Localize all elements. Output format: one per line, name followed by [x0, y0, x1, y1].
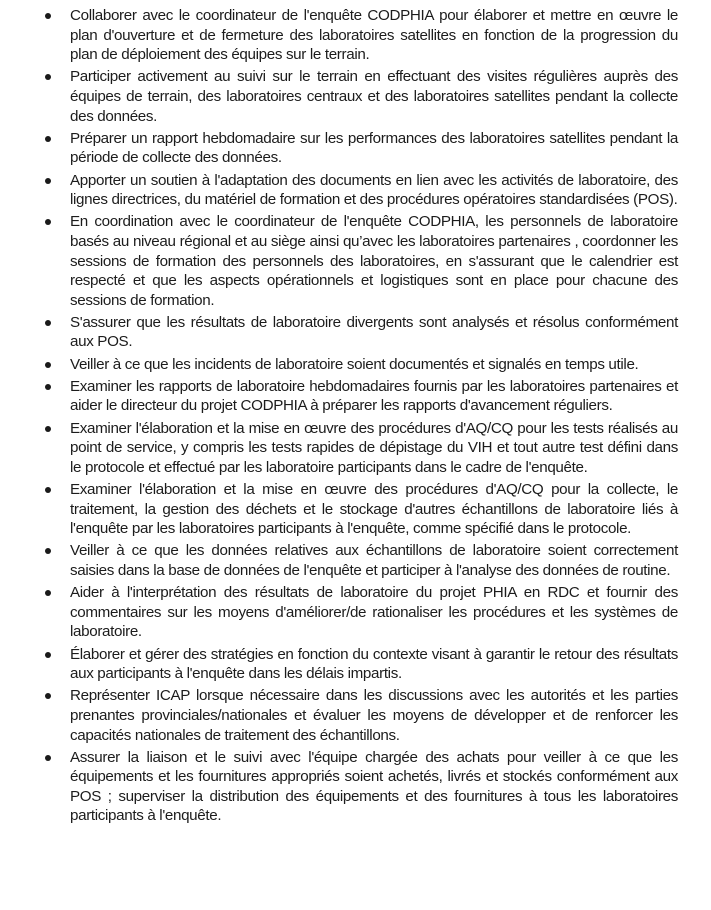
bullet-icon	[45, 755, 51, 761]
list-item	[0, 67, 711, 126]
bullet-icon	[45, 320, 51, 326]
list-item	[0, 313, 711, 352]
list-item-text: Préparer un rapport hebdomadaire sur les performances des laboratoires satellites pendant la période de collecte des données.	[70, 129, 678, 167]
bullet-icon	[45, 219, 51, 225]
list-item-text: Apporter un soutien à l'adaptation des documents en lien avec les activités de laboratoire, des lignes directrices, du matériel de formation et des procédures opératoires standardisées (POS).	[70, 171, 678, 209]
list-item	[0, 645, 711, 684]
bullet-icon	[45, 652, 51, 658]
list-item	[0, 419, 711, 478]
bullet-icon	[45, 693, 51, 699]
bullet-icon	[45, 548, 51, 554]
list-item	[0, 686, 711, 745]
list-item-text: Aider à l'interprétation des résultats de laboratoire du projet PHIA en RDC et fournir des commentaires sur les moyens d'améliorer/de rationaliser les procédures et les systèmes de laboratoire.	[70, 584, 678, 641]
list-item-text: Participer activement au suivi sur le terrain en effectuant des visites régulières auprès des équipes de terrain, des laboratoires centraux et des laboratoires satellites pendant la collecte des données.	[70, 68, 678, 125]
list-item-text: En coordination avec le coordinateur de l'enquête CODPHIA, les personnels de laboratoire basés au niveau régional et au siège ainsi qu’avec les laboratoires partenaires , coordonner les sessions de formation des personnels des laboratoires, en s'assurant que le calendrier est respecté et que les aspects opérationnels et logistiques sont en place pour chacune des sessions de formation.	[70, 213, 678, 309]
list-item-text: Examiner les rapports de laboratoire hebdomadaires fournis par les laboratoires partenaires et aider le directeur du projet CODPHIA à préparer les rapports d'avancement réguliers.	[70, 377, 678, 415]
list-item-text: Collaborer avec le coordinateur de l'enquête CODPHIA pour élaborer et mettre en œuvre le plan d'ouverture et de fermeture des laboratoires satellites en fonction de la progression du plan de déploiement des équipes sur le terrain.	[70, 7, 678, 64]
list-item	[0, 480, 711, 539]
list-item-text: Veiller à ce que les données relatives aux échantillons de laboratoire soient correctement saisies dans la base de données de l'enquête et participer à l'analyse des données de routine.	[70, 542, 678, 579]
bullet-icon	[45, 384, 51, 390]
bullet-icon	[45, 362, 51, 368]
bullet-icon	[45, 74, 51, 80]
list-item	[0, 583, 711, 642]
list-item	[0, 6, 711, 65]
list-item-text: Examiner l'élaboration et la mise en œuvre des procédures d'AQ/CQ pour les tests réalisés au point de service, y compris les tests rapides de dépistage du VIH et tout autre test défini dans le protocole et effectué par les laboratoire participants dans le cadre de l'enquête.	[70, 419, 678, 476]
document-page	[0, 6, 711, 829]
list-item	[0, 748, 711, 826]
list-item-text: Veiller à ce que les incidents de laboratoire soient documentés et signalés en temps utile.	[70, 355, 639, 373]
list-item	[0, 171, 711, 210]
list-item	[0, 541, 711, 580]
responsibilities-list	[0, 6, 711, 826]
list-item-text: S'assurer que les résultats de laboratoire divergents sont analysés et résolus conformément aux POS.	[70, 313, 678, 351]
list-item-text: Assurer la liaison et le suivi avec l'équipe chargée des achats pour veiller à ce que les équipements et les fournitures appropriés soient achetés, livrés et stockés conformément aux POS ; superviser la distribution des équipements et des fournitures à tous les laboratoires participants à l'enquête.	[70, 748, 678, 825]
bullet-icon	[45, 178, 51, 184]
bullet-icon	[45, 590, 51, 596]
bullet-icon	[45, 487, 51, 493]
list-item	[0, 212, 711, 310]
list-item-text: Examiner l'élaboration et la mise en œuvre des procédures d'AQ/CQ pour la collecte, le traitement, la gestion des déchets et le stockage d'autres échantillons de laboratoire liés à l'enquête par les laboratoires participants à l'enquête, comme spécifié dans le protocole.	[70, 481, 678, 538]
list-item	[0, 129, 711, 168]
list-item	[0, 377, 711, 416]
bullet-icon	[45, 13, 51, 19]
list-item-text: Élaborer et gérer des stratégies en fonction du contexte visant à garantir le retour des résultats aux participants à l'enquête dans les délais impartis.	[70, 645, 678, 683]
list-item-text: Représenter ICAP lorsque nécessaire dans les discussions avec les autorités et les parties prenantes provinciales/nationales et évaluer les moyens de développer et de renforcer les capacités nationales de traitement des échantillons.	[70, 687, 678, 744]
list-item	[0, 355, 711, 375]
bullet-icon	[45, 426, 51, 432]
bullet-icon	[45, 136, 51, 142]
